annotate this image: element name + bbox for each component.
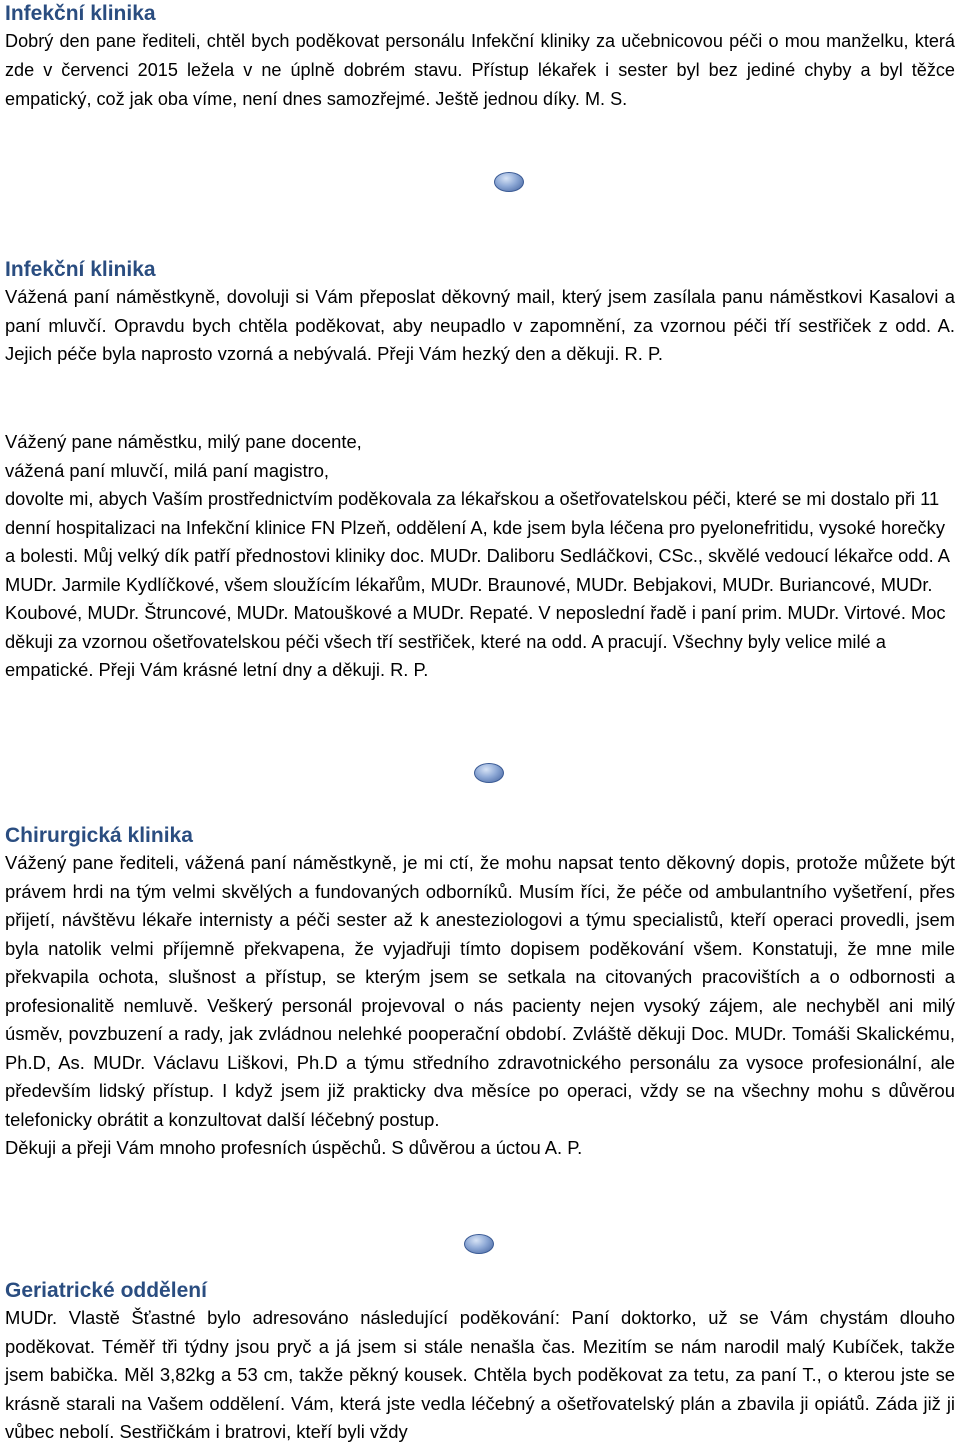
section-chirurgicka <box>5 822 955 1163</box>
paragraph: Dobrý den pane řediteli, chtěl bych poděkovat personálu Infekční kliniky za učebnicovou péči o mou manželku, která zde v červenci 2015 ležela v ne úplně dobrém stavu. Přístup lékařek i sester byl bez jediné chyby a byl těžce empatický, což jak oba víme, není dnes samozřejmé. Ještě jednou díky. M. S. <box>5 31 955 109</box>
section-geriatricke <box>5 1277 955 1447</box>
section-letter <box>5 428 955 685</box>
section-infekcni-1 <box>5 0 955 114</box>
blue-oval-bullet-icon <box>464 1234 494 1254</box>
salutation-line: Vážený pane náměstku, milý pane docente, <box>5 431 362 452</box>
paragraph-closing: Děkuji a přeji Vám mnoho profesních úspěchů. S důvěrou a úctou A. P. <box>5 1137 583 1158</box>
blue-oval-bullet-icon <box>474 763 504 783</box>
section-title: Chirurgická klinika <box>5 824 193 847</box>
section-infekcni-2 <box>5 256 955 369</box>
paragraph: dovolte mi, abych Vaším prostřednictvím poděkovala za lékařskou a ošetřovatelskou péči, které se mi dostalo při 11 denní hospitalizaci na Infekční klinice FN Plzeň, oddělení A, kde jsem byla léčena pro pyelonefritidu, vysoké horečky a bolesti. Můj velký dík patří přednostovi kliniky doc. MUDr. Daliboru Sedláčkovi, CSc., skvělé vedoucí lékařce odd. A MUDr. Jarmile Kydlíčkové, všem sloužícím lékařům, MUDr. Braunové, MUDr. Bebjakovi, MUDr. Buriancové, MUDr. Koubové, MUDr. Štruncové, MUDr. Matouškové a MUDr. Repaté. V neposlední řadě i paní prim. MUDr. Virtové. Moc děkuji za vzornou ošetřovatelskou péči všech tří sestřiček, které na odd. A pracují. Všechny byly velice milé a empatické. Přeji Vám krásné letní dny a děkuji. R. P. <box>5 488 949 680</box>
paragraph: MUDr. Vlastě Šťastné bylo adresováno následující poděkování: Paní doktorko, už se Vám chystám dlouho poděkovat. Téměř tři týdny jsou pryč a já jsem si stále nenašla čas. Mezitím se nám narodil malý Kubíček, takže jsem babička. Měl 3,82kg a 53 cm, takže pěkný kousek. Chtěla bych poděkovat za tetu, za paní T., o kterou jste se krásně starali na Vašem oddělení. Vám, která jste vedla léčebný a ošetřovatelský plán a zbavila ji opiátů. Záda již ji vůbec nebolí. Sestřičkám i bratrovi, kteří byli vždy <box>5 1307 955 1442</box>
section-title: Infekční klinika <box>5 258 156 281</box>
paragraph: Vážená paní náměstkyně, dovoluji si Vám přeposlat děkovný mail, který jsem zasílala panu náměstkovi Kasalovi a paní mluvčí. Opravdu bych chtěla poděkovat, aby neupadlo v zapomnění, za vzornou péči tří sestřiček z odd. A. Jejich péče byla naprosto vzorná a nebývalá. Přeji Vám hezký den a děkuji. R. P. <box>5 286 955 364</box>
salutation-line: vážená paní mluvčí, milá paní magistro, <box>5 459 330 481</box>
section-title: Infekční klinika <box>5 2 156 25</box>
section-title: Geriatrické oddělení <box>5 1279 207 1302</box>
blue-oval-bullet-icon <box>494 172 524 192</box>
paragraph: Vážený pane řediteli, vážená paní náměstkyně, je mi ctí, že mohu napsat tento děkovný dopis, protože můžete být právem hrdi na tým velmi skvělých a fundovaných odborníků. Musím říci, že péče od ambulantního vyšetření, přes přijetí, návštěvu lékaře internisty a péči sester až k anesteziologovi a týmu specialistů, kteří operaci provedli, jsem byla natolik velmi příjemně překvapena, že vyjadřuji tímto dopisem poděkování všem. Konstatuji, že mne mile překvapila ochota, slušnost a přístup, se kterým jsem se setkala na citovaných pracovištích a o odbornosti a profesionalitě nemluvě. Veškerý personál projevoval o nás pacienty nejen vysoký zájem, ale nechyběl ani milý úsměv, povzbuzení a rady, jak zvládnou nelehké pooperační období. Zvláště děkuji Doc. MUDr. Tomáši Skalickému, Ph.D, As. MUDr. Václavu Liškovi, Ph.D a týmu středního zdravotnického personálu za vysoce profesionální, ale především lidský přístup. I když jsem již prakticky dva měsíce po operaci, vždy se na všechny mohu s důvěrou telefonicky obrátit a konzultovat další léčebný postup. <box>5 852 955 1130</box>
